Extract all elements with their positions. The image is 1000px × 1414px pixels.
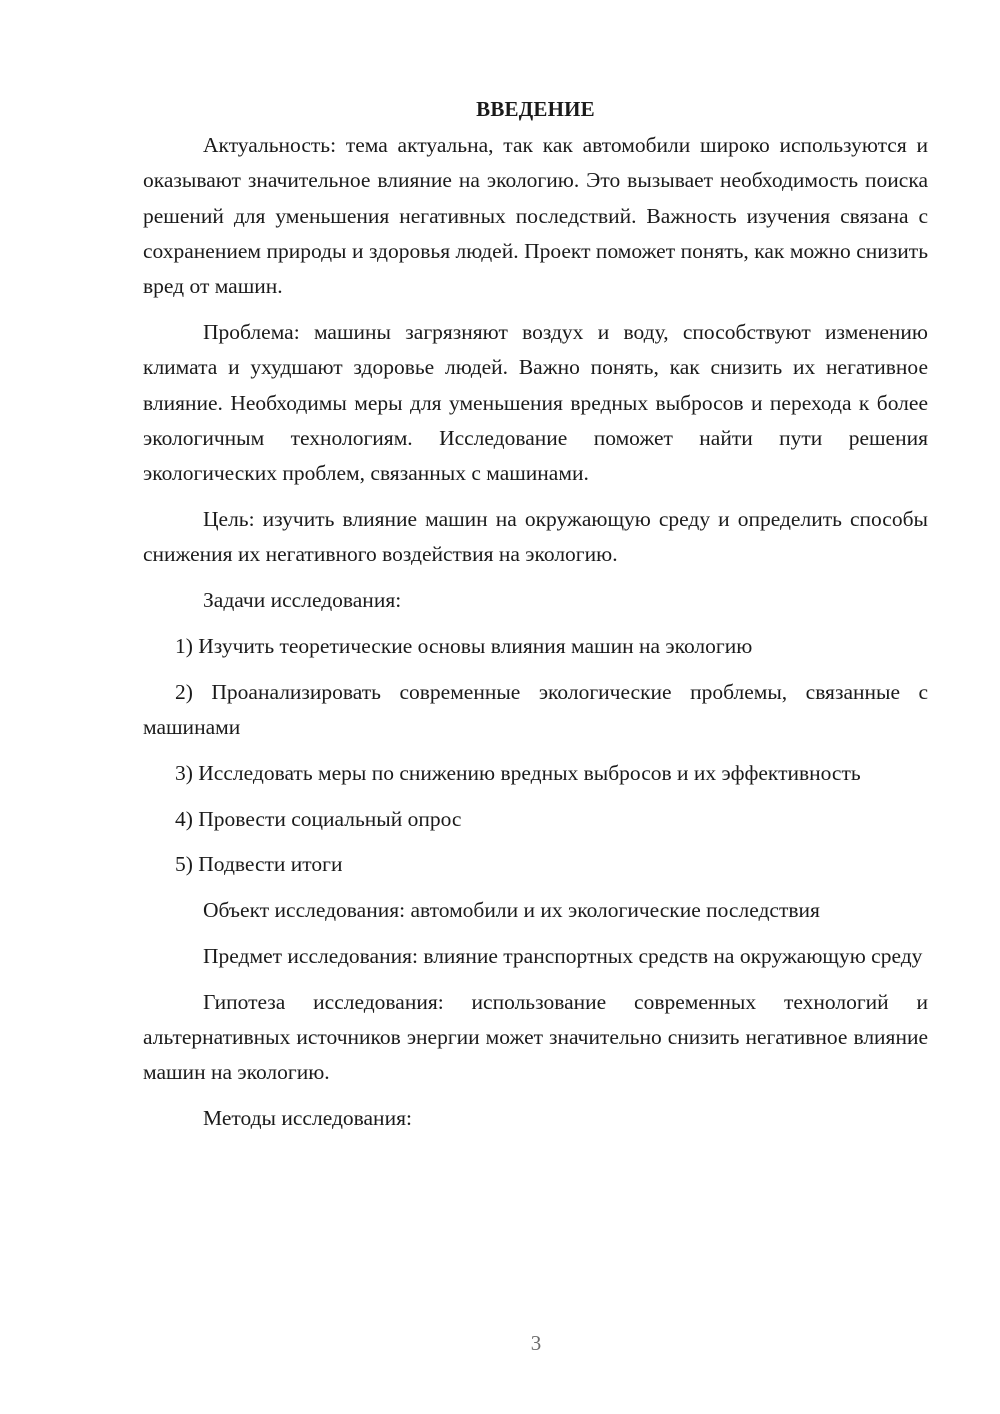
task-item-2: 2) Проанализировать современные экологические проблемы, связанные с машинами (143, 679, 928, 739)
tasks-heading: Задачи исследования: (203, 588, 402, 613)
paragraph-object: Объект исследования: автомобили и их экологические последствия (203, 898, 820, 923)
paragraph-relevance: Актуальность: тема актуальна, так как автомобили широко используются и оказывают значительное влияние на экологию. Это вызывает необходимость поиска решений для уменьшения негативных последствий. Важность изучения связана с сохранением природы и здоровья людей. Проект поможет понять, как можно снизить вред от машин. (143, 133, 928, 299)
paragraph-problem: Проблема: машины загрязняют воздух и воду, способствуют изменению климата и ухудшают здоровье людей. Важно понять, как снизить их негативное влияние. Необходимы меры для уменьшения вредных выбросов и перехода к более экологичным технологиям. Исследование поможет найти пути решения экологических проблем, связанных с машинами. (143, 319, 928, 486)
paragraph-subject: Предмет исследования: влияние транспортных средств на окружающую среду (203, 943, 923, 968)
task-item-3: 3) Исследовать меры по снижению вредных выбросов и их эффективность (175, 760, 861, 785)
task-item-1: 1) Изучить теоретические основы влияния машин на экологию (175, 633, 753, 658)
section-title: ВВЕДЕНИЕ (476, 97, 595, 121)
paragraph-goal: Цель: изучить влияние машин на окружающую среду и определить способы снижения их негативного воздействия на экологию. (143, 506, 928, 567)
paragraph-hypothesis: Гипотеза исследования: использование современных технологий и альтернативных источников энергии может значительно снизить негативное влияние машин на экологию. (143, 989, 928, 1085)
task-item-5: 5) Подвести итоги (175, 852, 343, 877)
document-page (143, 92, 928, 1136)
task-item-4: 4) Провести социальный опрос (175, 806, 462, 831)
paragraph-methods: Методы исследования: (203, 1106, 412, 1131)
page-number: 3 (530, 1331, 542, 1355)
